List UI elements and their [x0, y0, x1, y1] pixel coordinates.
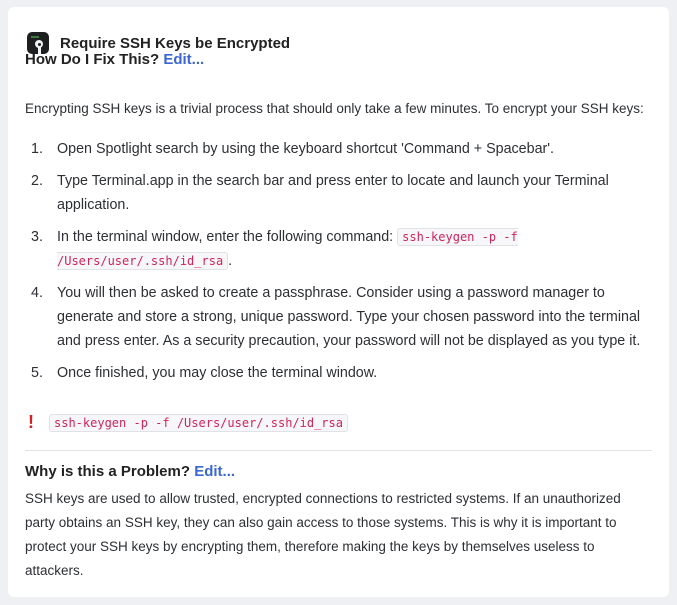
- step-item: 4. You will then be asked to create a passphrase. Consider using a password manager to generate and store a strong, unique password. Type your chosen password into the terminal and press enter. As a security precaution, your password will not be displayed as you type it.: [31, 285, 641, 349]
- check-title: Require SSH Keys be Encrypted: [60, 34, 291, 52]
- step-item: 2. Type Terminal.app in the search bar and press enter to locate and launch your Terminal application.: [31, 173, 609, 213]
- check-detail-card: [8, 7, 669, 597]
- problem-heading-text: Why is this a Problem?: [25, 463, 191, 480]
- fix-section-heading: [25, 51, 204, 68]
- step-text: Type Terminal.app in the search bar and press enter to locate and launch your Terminal application.: [57, 173, 609, 213]
- alert-command-code[interactable]: ssh-keygen -p -f /Users/user/.ssh/id_rsa: [49, 414, 348, 432]
- command-code[interactable]: ssh-keygen -p -f /Users/user/.ssh/id_rsa: [57, 230, 518, 268]
- step-text: Once finished, you may close the terminal window.: [57, 365, 378, 381]
- problem-edit-link[interactable]: Edit...: [194, 463, 236, 480]
- step-item: 3. In the terminal window, enter the following command: ssh-keygen -p -f /Users/user/.ssh/id_rsa .: [31, 229, 518, 269]
- section-divider: [25, 450, 652, 451]
- step-text: You will then be asked to create a passphrase. Consider using a password manager to generate and store a strong, unique password. Type your chosen password into the terminal and press enter. As a security precaution, your password will not be displayed as you type it.: [57, 285, 641, 349]
- problem-body: SSH keys are used to allow trusted, encrypted connections to restricted systems. If an unauthorized party obtains an SSH key, they can also gain access to those systems. This is why it is important to protect your SSH keys by encrypting them, therefore making the keys by themselves useless to attackers.: [25, 491, 621, 578]
- step-item: 1. Open Spotlight search by using the keyboard shortcut 'Command + Spacebar'.: [31, 141, 554, 157]
- command-alert: [28, 412, 348, 433]
- fix-steps-list: [25, 137, 655, 393]
- fix-edit-link[interactable]: Edit...: [163, 51, 205, 68]
- step-item: 5. Once finished, you may close the terminal window.: [31, 365, 378, 381]
- problem-section-heading: [25, 463, 235, 480]
- exclamation-icon: !: [28, 412, 34, 432]
- step-text: Open Spotlight search by using the keyboard shortcut 'Command + Spacebar'.: [57, 141, 554, 157]
- fix-heading-text: How Do I Fix This?: [25, 51, 160, 68]
- fix-intro: Encrypting SSH keys is a trivial process that should only take a few minutes. To encrypt your SSH keys:: [25, 101, 644, 116]
- step-text: In the terminal window, enter the following command:: [57, 229, 394, 245]
